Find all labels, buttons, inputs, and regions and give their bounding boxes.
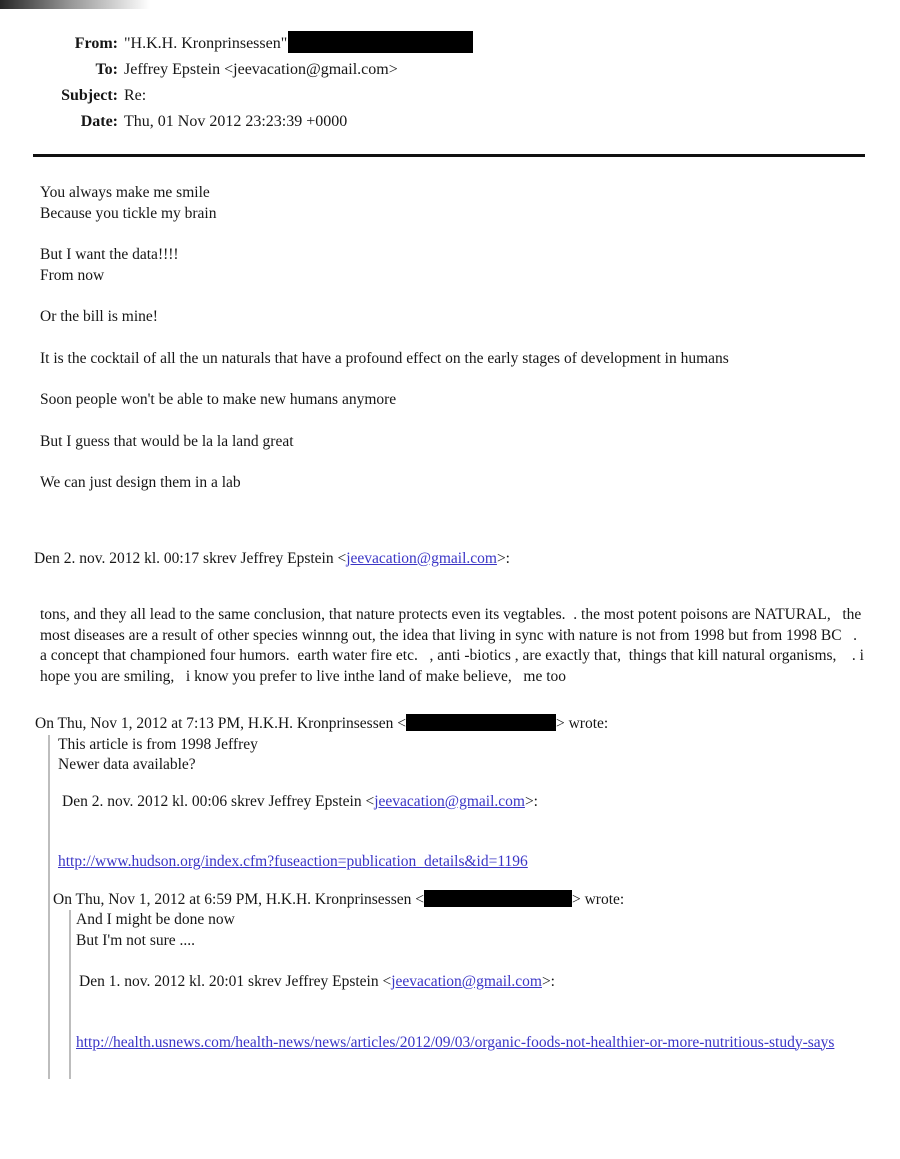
quoted-line: Newer data available? [58, 756, 196, 773]
attribution-text: On Thu, Nov 1, 2012 at 6:59 PM, H.K.H. Kronprinsessen < [53, 890, 424, 908]
redaction-box [406, 714, 556, 731]
date-label: Date: [80, 113, 118, 130]
quoted-line: This article is from 1998 Jeffrey [58, 735, 258, 753]
date-value: Thu, 01 Nov 2012 23:23:39 +0000 [124, 113, 348, 130]
header-row-subject [0, 83, 900, 109]
attribution-text: On Thu, Nov 1, 2012 at 7:13 PM, H.K.H. Kronprinsessen < [35, 715, 406, 732]
body-paragraph [40, 183, 864, 224]
quoted-line: And I might be done now [76, 911, 235, 928]
body-paragraph: We can just design them in a lab [40, 474, 241, 491]
attribution-text: >: [524, 792, 538, 810]
body-line: You always make me smile [40, 184, 210, 201]
to-label: To: [95, 61, 118, 78]
to-value: Jeffrey Epstein <jeevacation@gmail.com> [124, 61, 398, 78]
quoted-link-line [58, 852, 866, 873]
subject-label: Subject: [61, 87, 118, 104]
header-row-to [0, 57, 900, 83]
attribution-text: Den 2. nov. 2012 kl. 00:06 skrev Jeffrey Epstein < [62, 792, 375, 810]
from-label: From: [74, 35, 118, 52]
header-divider [33, 154, 865, 157]
quote-attribution [35, 714, 870, 735]
body-line: But I want the data!!!! [40, 246, 179, 263]
attribution-text: >: [541, 973, 555, 990]
header-row-date [0, 109, 900, 135]
body-paragraph: But I guess that would be la la land great [40, 432, 294, 450]
email-link[interactable]: jeevacation@gmail.com [391, 973, 542, 990]
attribution-text: > wrote: [571, 890, 625, 908]
from-display-name: "H.K.H. Kronprinsessen" [124, 35, 288, 52]
hudson-article-link[interactable]: http://www.hudson.org/index.cfm?fuseaction=publication_details&id=1196 [58, 853, 528, 870]
body-line: From now [40, 266, 105, 284]
email-header [0, 0, 900, 135]
quoted-message-level-2 [69, 910, 866, 1079]
usnews-article-link[interactable]: http://health.usnews.com/health-news/news/articles/2012/09/03/organic-foods-not-healthier-or-more-nutritious-study-says [76, 1033, 835, 1051]
quoted-line: But I'm not sure .... [76, 931, 196, 949]
quote-attribution [62, 792, 866, 813]
subject-value: Re: [124, 87, 147, 104]
body-paragraph: It is the cocktail of all the un naturals that have a profound effect on the early stages of development in humans [40, 349, 729, 367]
scan-artifact [0, 0, 150, 9]
body-paragraph: Or the bill is mine! [40, 308, 158, 325]
quoted-paragraph: tons, and they all lead to the same conclusion, that nature protects even its vegtables. . the most potent poisons are NATURAL, the most diseases are a result of other species winnng out, the idea that living in sync with nature is not from 1998 but from 1998 BC . a concept that championed four humors. earth water fire etc. , anti -biotics , are exactly that, things that kill natural organisms, . i hope you are smiling, i know you prefer to live inthe land of make believe, me too [40, 606, 868, 685]
quoted-link-line [76, 1033, 866, 1054]
body-paragraph [40, 245, 864, 286]
attribution-text: Den 2. nov. 2012 kl. 00:17 skrev Jeffrey Epstein < [34, 549, 347, 567]
attribution-text: > wrote: [555, 715, 609, 732]
body-line: Because you tickle my brain [40, 204, 217, 222]
message-body [0, 183, 900, 1079]
attribution-text: >: [496, 549, 510, 567]
redaction-box [288, 31, 473, 53]
redaction-box [424, 890, 572, 907]
body-paragraph: Soon people won't be able to make new humans anymore [40, 391, 397, 408]
from-value [118, 31, 473, 57]
quote-attribution [34, 549, 870, 570]
email-link[interactable]: jeevacation@gmail.com [374, 792, 525, 810]
quote-attribution [79, 972, 866, 993]
email-link[interactable]: jeevacation@gmail.com [346, 549, 497, 567]
attribution-text: Den 1. nov. 2012 kl. 20:01 skrev Jeffrey Epstein < [79, 973, 392, 990]
quote-attribution [53, 890, 866, 911]
quoted-message-level-1 [48, 735, 866, 1080]
header-row-from [0, 31, 900, 57]
